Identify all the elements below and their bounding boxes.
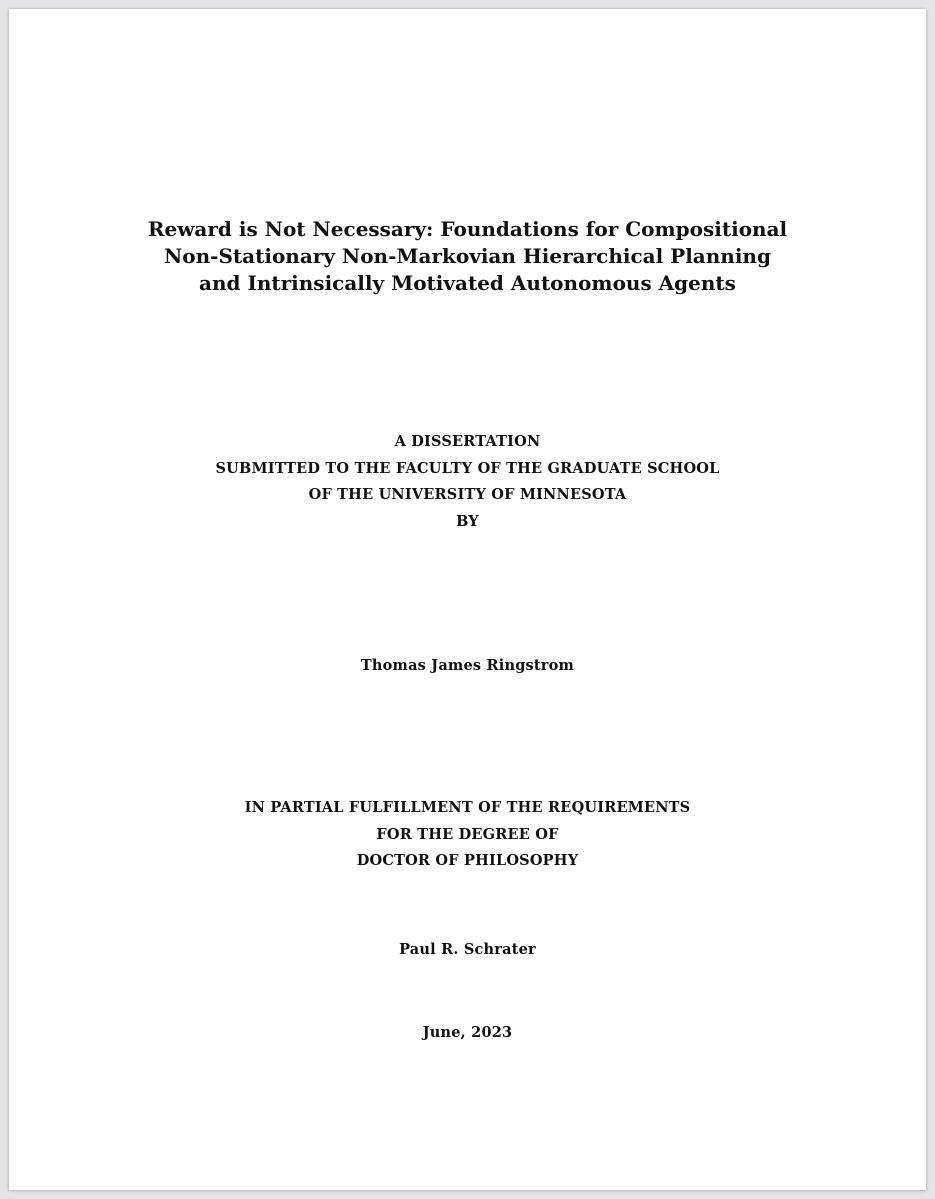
dissertation-line-4: BY [456,512,479,530]
dissertation-line-3: OF THE UNIVERSITY OF MINNESOTA [308,486,627,503]
title-line-3: and Intrinsically Motivated Autonomous Agents [199,271,736,295]
date-block [9,1020,926,1047]
requirement-line-2: FOR THE DEGREE OF [376,825,559,843]
title-line-1: Reward is Not Necessary: Foundations for Compositional [147,217,788,241]
author-name: Thomas James Ringstrom [360,657,575,674]
dissertation-statement [9,429,926,535]
dissertation-title [9,216,926,297]
author-block [9,653,926,680]
document-page [9,9,926,1190]
requirement-line-3: DOCTOR OF PHILOSOPHY [356,852,579,869]
advisor-name: Paul R. Schrater [399,941,536,958]
dissertation-line-1: A DISSERTATION [394,433,541,450]
requirements-statement [9,795,926,875]
requirement-line-1: IN PARTIAL FULFILLMENT OF THE REQUIREMENTS [244,799,691,816]
submission-date: June, 2023 [422,1024,513,1041]
advisor-block [9,937,926,964]
dissertation-line-2: SUBMITTED TO THE FACULTY OF THE GRADUATE SCHOOL [215,459,720,477]
title-line-2: Non-Stationary Non-Markovian Hierarchical Planning [164,244,771,268]
